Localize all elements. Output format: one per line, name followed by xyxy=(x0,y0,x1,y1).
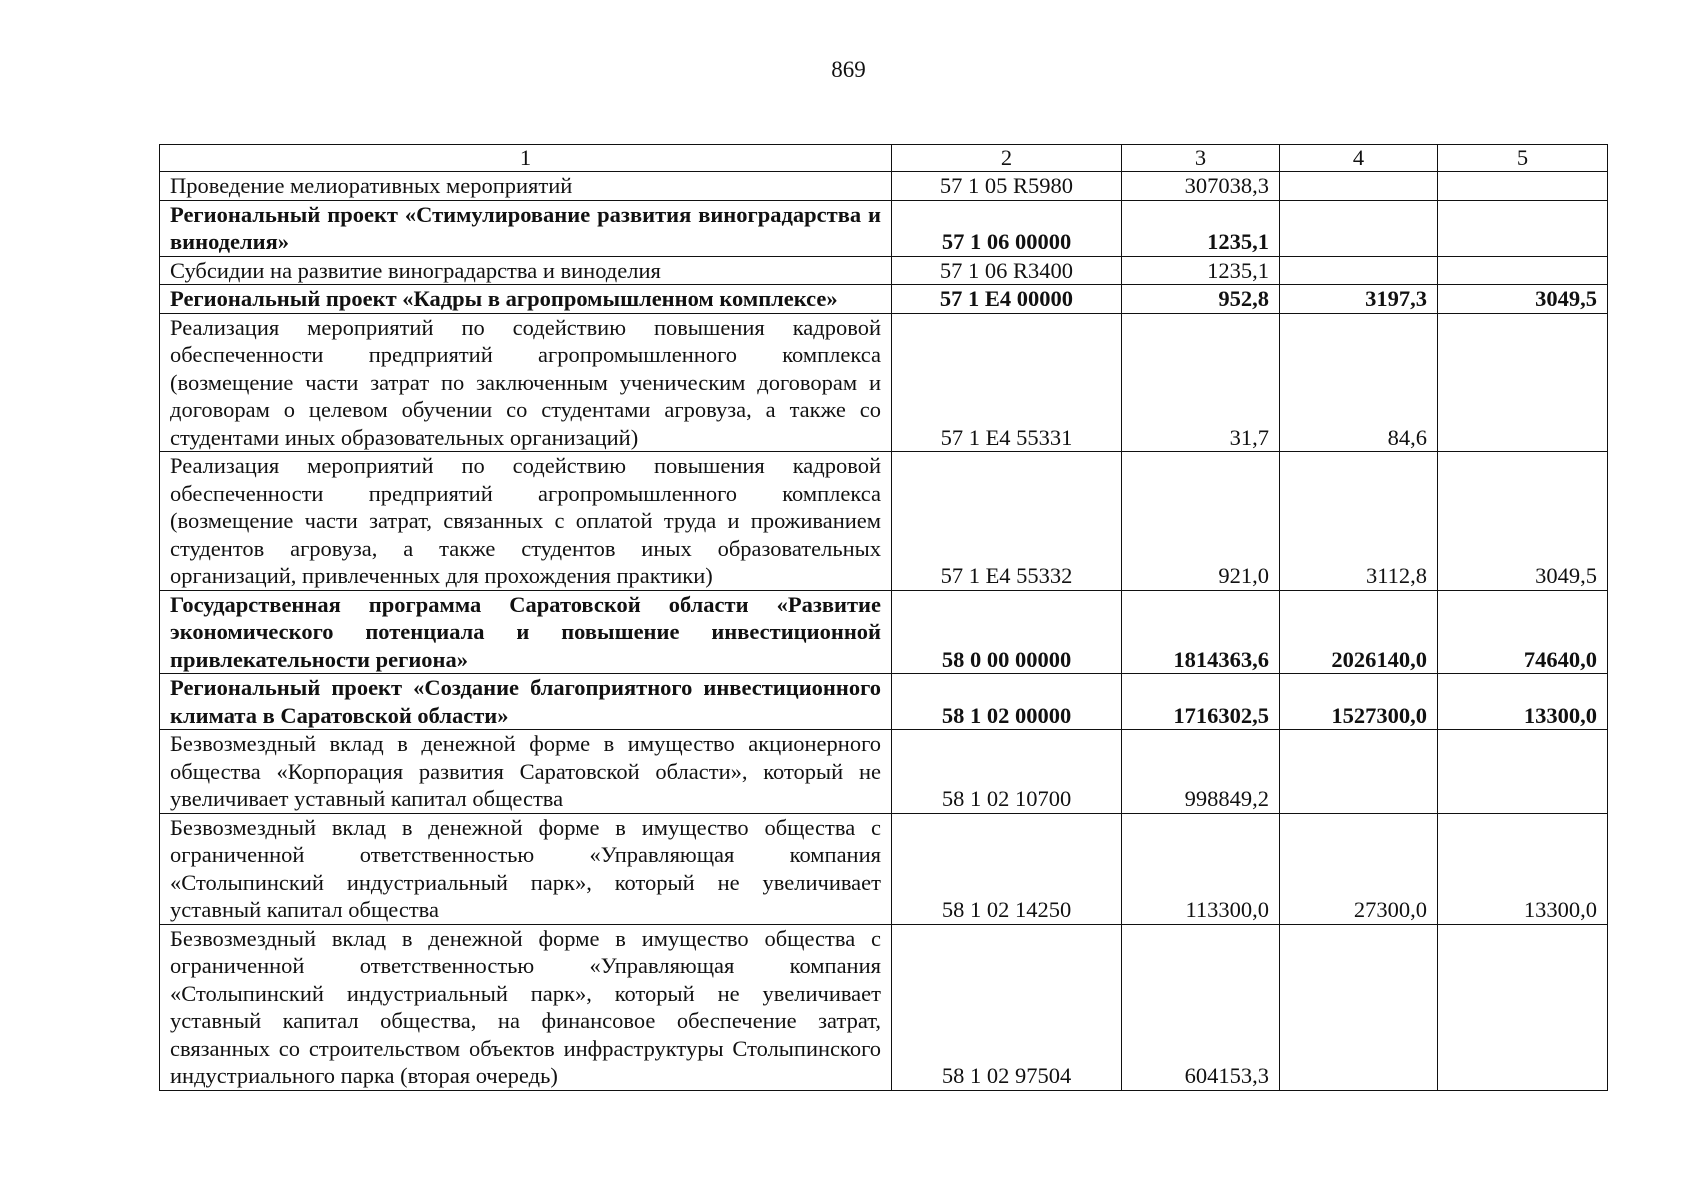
item-name: Реализация мероприятий по содействию повышения кадровой обеспеченности предприятий агропромышленного комплекса (возмещение части затрат, связанных с оплатой труда и проживанием студентов агровуза, а также студентов иных образовательных организаций, привлеченных для прохождения практики) xyxy=(160,452,892,591)
amount-column-5 xyxy=(1438,730,1608,814)
budget-code: 57 1 E4 00000 xyxy=(892,285,1122,314)
budget-code: 58 0 00 00000 xyxy=(892,590,1122,674)
amount-column-4: 3197,3 xyxy=(1280,285,1438,314)
column-number: 5 xyxy=(1438,145,1608,172)
amount-column-4: 27300,0 xyxy=(1280,813,1438,924)
column-number-row xyxy=(160,145,1608,172)
amount-column-3: 307038,3 xyxy=(1122,172,1280,201)
item-name: Проведение мелиоративных мероприятий xyxy=(160,172,892,201)
amount-column-5: 74640,0 xyxy=(1438,590,1608,674)
column-number: 2 xyxy=(892,145,1122,172)
item-name: Субсидии на развитие виноградарства и виноделия xyxy=(160,256,892,285)
column-number: 4 xyxy=(1280,145,1438,172)
amount-column-5 xyxy=(1438,256,1608,285)
table-row xyxy=(160,590,1608,674)
table-row xyxy=(160,200,1608,256)
item-name: Региональный проект «Кадры в агропромышленном комплексе» xyxy=(160,285,892,314)
table-row xyxy=(160,172,1608,201)
amount-column-3: 31,7 xyxy=(1122,313,1280,452)
amount-column-5: 3049,5 xyxy=(1438,285,1608,314)
amount-column-5: 3049,5 xyxy=(1438,452,1608,591)
table-row xyxy=(160,730,1608,814)
table-row xyxy=(160,256,1608,285)
amount-column-5: 13300,0 xyxy=(1438,674,1608,730)
amount-column-5 xyxy=(1438,313,1608,452)
amount-column-5 xyxy=(1438,200,1608,256)
item-name: Безвозмездный вклад в денежной форме в имущество акционерного общества «Корпорация развития Саратовской области», который не увеличивает уставный капитал общества xyxy=(160,730,892,814)
amount-column-4 xyxy=(1280,924,1438,1090)
item-name: Реализация мероприятий по содействию повышения кадровой обеспеченности предприятий агропромышленного комплекса (возмещение части затрат по заключенным ученическим договорам и договорам о целевом обучении со студентами агровуза, а также со студентами иных образовательных организаций) xyxy=(160,313,892,452)
amount-column-4 xyxy=(1280,256,1438,285)
amount-column-3: 952,8 xyxy=(1122,285,1280,314)
table-row xyxy=(160,674,1608,730)
amount-column-3: 113300,0 xyxy=(1122,813,1280,924)
budget-code: 58 1 02 97504 xyxy=(892,924,1122,1090)
amount-column-4 xyxy=(1280,730,1438,814)
table-row xyxy=(160,285,1608,314)
amount-column-4: 2026140,0 xyxy=(1280,590,1438,674)
column-number: 3 xyxy=(1122,145,1280,172)
budget-code: 58 1 02 10700 xyxy=(892,730,1122,814)
item-name: Региональный проект «Стимулирование развития виноградарства и виноделия» xyxy=(160,200,892,256)
table-row xyxy=(160,452,1608,591)
item-name: Государственная программа Саратовской области «Развитие экономического потенциала и повышение инвестиционной привлекательности региона» xyxy=(160,590,892,674)
amount-column-4 xyxy=(1280,200,1438,256)
amount-column-4: 3112,8 xyxy=(1280,452,1438,591)
amount-column-5 xyxy=(1438,924,1608,1090)
budget-code: 58 1 02 14250 xyxy=(892,813,1122,924)
amount-column-3: 998849,2 xyxy=(1122,730,1280,814)
amount-column-3: 1716302,5 xyxy=(1122,674,1280,730)
item-name: Безвозмездный вклад в денежной форме в имущество общества с ограниченной ответственностью «Управляющая компания «Столыпинский индустриальный парк», который не увеличивает уставный капитал общества, на финансовое обеспечение затрат, связанных со строительством объектов инфраструктуры Столыпинского индустриального парка (вторая очередь) xyxy=(160,924,892,1090)
budget-code: 57 1 06 R3400 xyxy=(892,256,1122,285)
amount-column-4 xyxy=(1280,172,1438,201)
amount-column-5: 13300,0 xyxy=(1438,813,1608,924)
item-name: Безвозмездный вклад в денежной форме в имущество общества с ограниченной ответственностью «Управляющая компания «Столыпинский индустриальный парк», который не увеличивает уставный капитал общества xyxy=(160,813,892,924)
amount-column-3: 1235,1 xyxy=(1122,256,1280,285)
budget-code: 57 1 E4 55331 xyxy=(892,313,1122,452)
table-row xyxy=(160,813,1608,924)
amount-column-4: 84,6 xyxy=(1280,313,1438,452)
amount-column-3: 921,0 xyxy=(1122,452,1280,591)
amount-column-5 xyxy=(1438,172,1608,201)
budget-table xyxy=(159,144,1608,1091)
table-row xyxy=(160,313,1608,452)
amount-column-3: 1235,1 xyxy=(1122,200,1280,256)
budget-code: 58 1 02 00000 xyxy=(892,674,1122,730)
budget-code: 57 1 E4 55332 xyxy=(892,452,1122,591)
amount-column-3: 604153,3 xyxy=(1122,924,1280,1090)
budget-code: 57 1 05 R5980 xyxy=(892,172,1122,201)
item-name: Региональный проект «Создание благоприятного инвестиционного климата в Саратовской области» xyxy=(160,674,892,730)
amount-column-4: 1527300,0 xyxy=(1280,674,1438,730)
budget-code: 57 1 06 00000 xyxy=(892,200,1122,256)
amount-column-3: 1814363,6 xyxy=(1122,590,1280,674)
column-number: 1 xyxy=(160,145,892,172)
table-row xyxy=(160,924,1608,1090)
page-number: 869 xyxy=(831,57,866,82)
